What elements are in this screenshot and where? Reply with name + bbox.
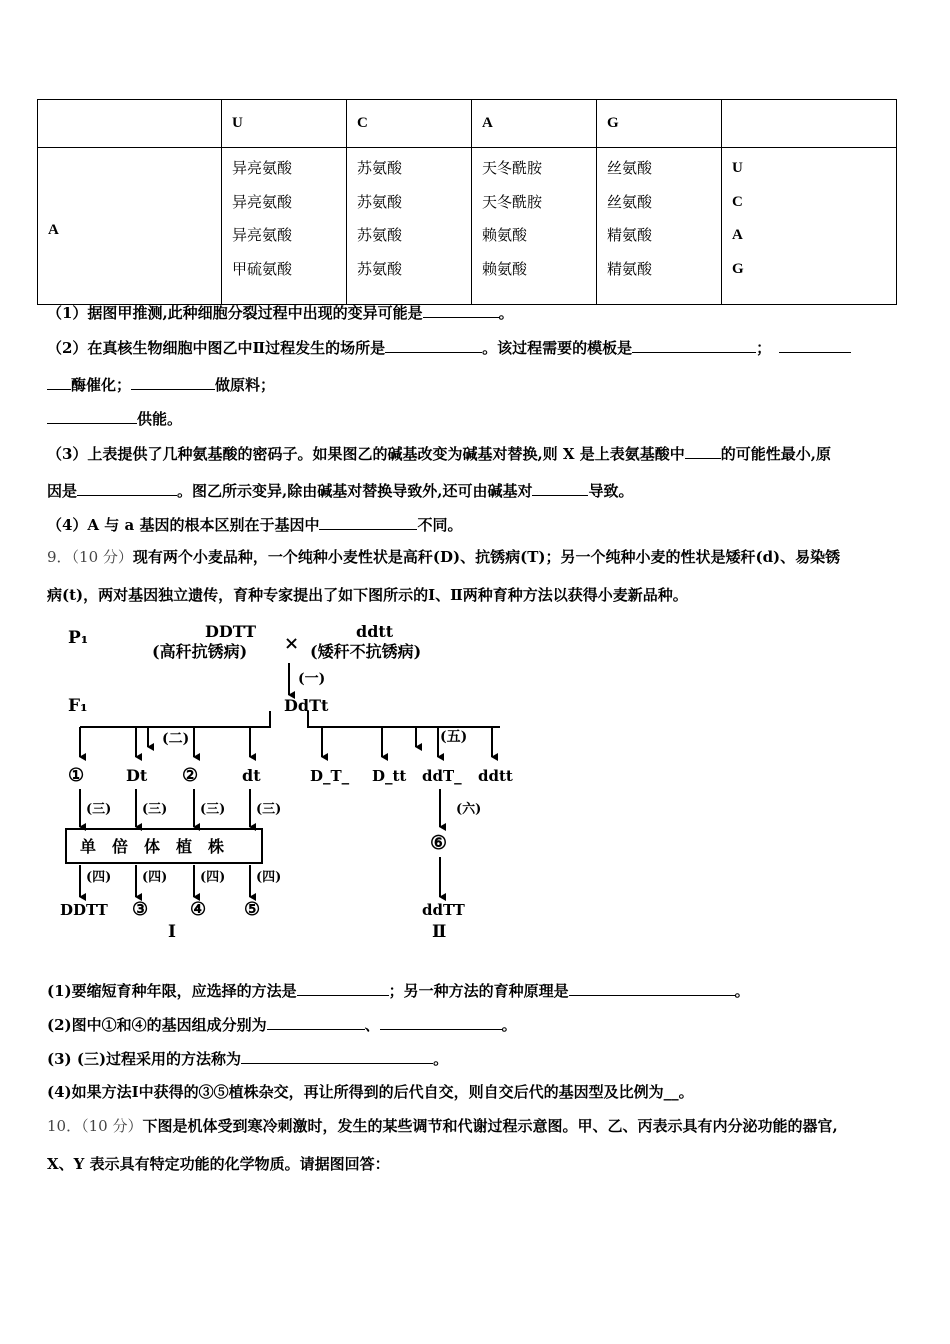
q8-part2-cont: 酶催化； 做原料； — [47, 373, 275, 395]
answer-blank[interactable] — [685, 442, 721, 459]
answer-blank[interactable] — [423, 301, 499, 318]
answer-blank[interactable] — [632, 336, 756, 353]
gamete-1: ① — [68, 765, 85, 786]
header-cell-g: G — [597, 100, 722, 148]
result-6: ⑥ — [430, 832, 448, 854]
step-5-label: (五) — [440, 729, 468, 745]
table-cell: 异亮氨酸 — [232, 192, 293, 211]
q8-part1: （1）据图甲推测,此种细胞分裂过程中出现的变异可能是 。 — [47, 301, 514, 323]
table-column-u — [222, 148, 347, 305]
q9-stem-line1: 9．（10 分）现有两个小麦品种，一个纯种小麦性状是高秆(D)、抗锈病(T)；另一个纯种小麦的性状是矮秆(d)、易染锈 — [47, 548, 841, 566]
parent1-description: (高秆抗锈病) — [152, 642, 248, 661]
answer-blank[interactable] — [779, 336, 851, 353]
table-column-c — [347, 148, 472, 305]
answer-blank[interactable] — [267, 1013, 365, 1030]
table-cell: 苏氨酸 — [357, 226, 403, 244]
q8-part3: （3）上表提供了几种氨基酸的密码子。如果图乙的碱基改变为碱基对替换,则 X 是上表氨基酸中 的可能性最小,原 — [47, 442, 831, 464]
table-cell: 甲硫氨酸 — [232, 259, 293, 278]
answer-blank[interactable] — [385, 336, 482, 353]
f2-genotype-3: ddT_ — [422, 767, 462, 785]
step-6-label: (六) — [456, 802, 482, 817]
q9-part4: (4)如果方法Ⅰ中获得的③⑤植株杂交，再让所得到的后代自交，则自交后代的基因型及比例为__。 — [47, 1083, 694, 1101]
q8-part2-cont2: 供能。 — [47, 407, 182, 429]
step-4-label: (四) — [86, 870, 112, 885]
step-3-label: (三) — [256, 802, 282, 817]
cross-symbol: × — [284, 633, 300, 654]
table-cell: 精氨酸 — [607, 226, 653, 244]
gamete-4: dt — [242, 766, 261, 785]
table-column-third-base — [722, 148, 897, 305]
q8-part3-cont: 因是 。图乙所示变异,除由碱基对替换导致外,还可由碱基对 导致。 — [47, 479, 633, 501]
final-genotype: ddTT — [422, 901, 465, 919]
header-cell-empty — [38, 100, 222, 148]
answer-blank[interactable] — [319, 513, 417, 530]
result-4: ④ — [190, 899, 207, 920]
f2-genotype-4: ddtt — [478, 767, 513, 785]
q10-stem-line2: X、Y 表示具有特定功能的化学物质。请据图回答： — [47, 1155, 390, 1173]
arrow-branch-right — [308, 711, 416, 747]
f1-label: F₁ — [68, 696, 88, 716]
table-cell: 丝氨酸 — [607, 192, 653, 211]
q9-part2: (2)图中①和④的基因组成分别为 、 。 — [47, 1013, 517, 1035]
answer-blank[interactable] — [131, 373, 215, 390]
step-3-label: (三) — [86, 802, 112, 817]
p1-label: P₁ — [68, 628, 89, 648]
q8-part4: （4）A 与 a 基因的根本区别在于基因中 不同。 — [47, 513, 462, 535]
table-cell: 苏氨酸 — [357, 259, 403, 278]
q8-part2: （2）在真核生物细胞中图乙中Ⅱ过程发生的场所是 。该过程需要的模板是 ； — [47, 336, 851, 358]
parent2-description: (矮秆不抗锈病) — [310, 642, 422, 661]
step-1-label: (一) — [298, 671, 326, 687]
header-cell-c: C — [347, 100, 472, 148]
step-2-label: (二) — [162, 731, 190, 747]
f1-genotype: DdTt — [284, 696, 329, 715]
answer-blank[interactable] — [47, 407, 137, 424]
method-i-label: Ⅰ — [168, 922, 176, 942]
header-cell-empty-right — [722, 100, 897, 148]
table-column-a — [472, 148, 597, 305]
answer-blank[interactable] — [532, 479, 588, 496]
codon-table — [37, 99, 897, 305]
q9-part3: (3) (三)过程采用的方法称为 。 — [47, 1047, 448, 1069]
table-cell: 异亮氨酸 — [232, 226, 293, 244]
answer-blank[interactable] — [569, 979, 735, 996]
f2-genotype-2: D_tt — [372, 767, 407, 785]
table-cell: 天冬酰胺 — [482, 192, 543, 211]
result-3: ③ — [132, 899, 149, 920]
table-cell: 赖氨酸 — [482, 259, 528, 278]
table-cell: 天冬酰胺 — [482, 159, 543, 177]
row-label: A — [38, 148, 222, 305]
answer-blank[interactable] — [297, 979, 389, 996]
parent2-genotype: ddtt — [356, 622, 394, 641]
answer-blank[interactable] — [380, 1013, 502, 1030]
answer-blank[interactable] — [77, 479, 177, 496]
q9-stem-line2: 病(t)，两对基因独立遗传，育种专家提出了如下图所示的Ⅰ、Ⅱ两种育种方法以获得小麦新品种。 — [47, 586, 688, 604]
table-column-g — [597, 148, 722, 305]
parent1-genotype: DDTT — [205, 622, 256, 641]
table-cell: 精氨酸 — [607, 259, 653, 278]
table-cell: C — [732, 193, 743, 210]
table-cell: G — [732, 260, 744, 277]
table-cell: 异亮氨酸 — [232, 159, 293, 177]
step-4-label: (四) — [200, 870, 226, 885]
table-cell: 苏氨酸 — [357, 159, 403, 177]
header-cell-u: U — [222, 100, 347, 148]
step-3-label: (三) — [142, 802, 168, 817]
table-cell: 苏氨酸 — [357, 192, 403, 211]
breeding-diagram — [60, 615, 520, 945]
table-cell: 丝氨酸 — [607, 159, 653, 177]
table-cell: U — [732, 160, 743, 176]
answer-blank[interactable] — [47, 373, 71, 390]
answer-blank[interactable] — [241, 1047, 433, 1064]
q10-stem-line1: 10．（10 分）下图是机体受到寒冷刺激时，发生的某些调节和代谢过程示意图。甲、乙、丙表示具有内分泌功能的器官, — [47, 1117, 838, 1135]
haploid-label: 单 倍 体 植 株 — [80, 837, 225, 856]
step-4-label: (四) — [256, 870, 282, 885]
method-ii-label: Ⅱ — [432, 922, 447, 942]
table-cell: 赖氨酸 — [482, 226, 528, 244]
f2-genotype-1: D_T_ — [310, 767, 350, 785]
step-3-label: (三) — [200, 802, 226, 817]
header-cell-a: A — [472, 100, 597, 148]
result-ddtt: DDTT — [60, 901, 108, 919]
table-cell: A — [732, 227, 743, 243]
gamete-3: ② — [182, 765, 199, 786]
step-4-label: (四) — [142, 870, 168, 885]
gamete-2: Dt — [126, 766, 148, 785]
q9-part1: (1)要缩短育种年限，应选择的方法是 ；另一种方法的育种原理是 。 — [47, 979, 750, 1001]
result-5: ⑤ — [244, 899, 261, 920]
